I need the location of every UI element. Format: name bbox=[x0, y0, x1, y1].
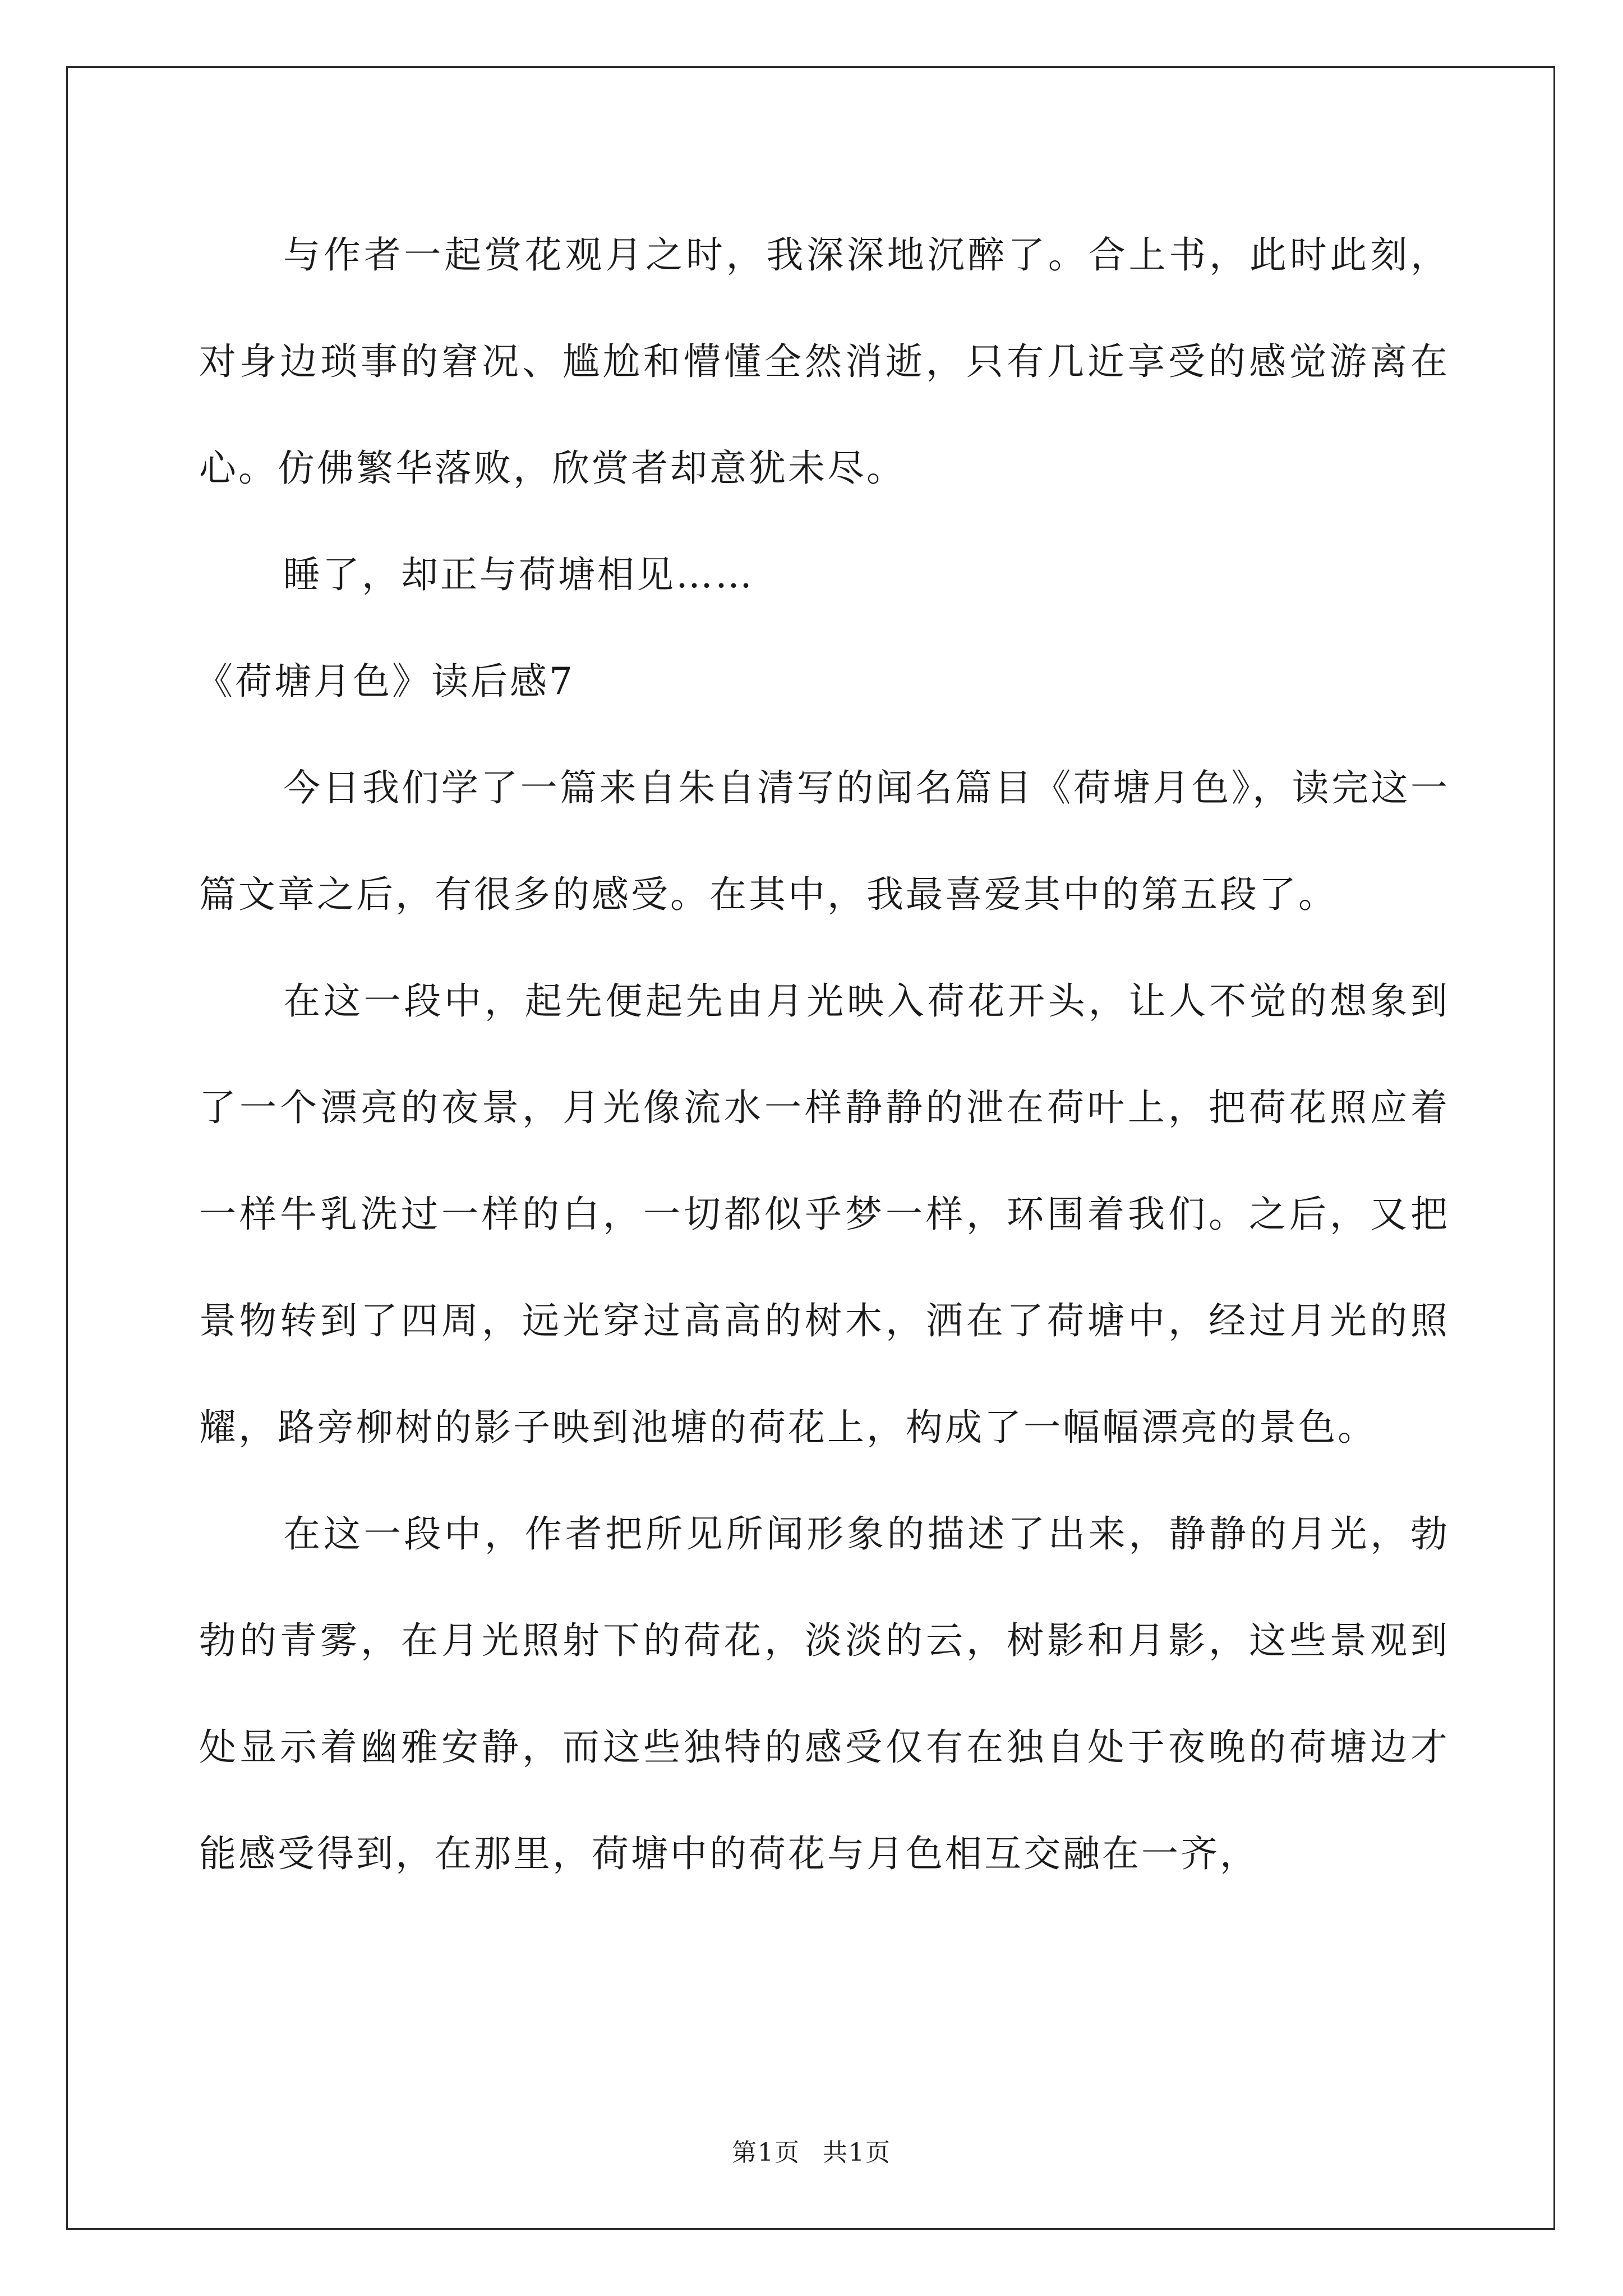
paragraph: 在这一段中，作者把所见所闻形象的描述了出来，静静的月光，勃勃的青雾，在月光照射下的荷花，淡淡的云，树影和月影，这些景观到处显示着幽雅安静，而这些独特的感受仅有在独自处于夜晚的荷塘边才能感受得到，在那里，荷塘中的荷花与月色相互交融在一齐， bbox=[199, 1512, 1450, 1875]
section-title: 《荷塘月色》读后感7 bbox=[196, 660, 575, 703]
paragraph: 今日我们学了一篇来自朱自清写的闻名篇目《荷塘月色》，读完这一篇文章之后，有很多的感受。在其中，我最喜爱其中的第五段了。 bbox=[199, 766, 1450, 916]
page-footer bbox=[0, 2136, 1623, 2170]
page-total: 共1页 bbox=[823, 2138, 891, 2167]
paragraph: 与作者一起赏花观月之时，我深深地沉醉了。合上书，此时此刻，对身边琐事的窘况、尴尬和懵懂全然消逝，只有几近享受的感觉游离在心。仿佛繁华落败，欣赏者却意犹未尽。 bbox=[199, 233, 1450, 490]
document-body bbox=[196, 202, 1450, 1907]
paragraph: 睡了，却正与荷塘相见…… bbox=[283, 553, 754, 596]
paragraph: 在这一段中，起先便起先由月光映入荷花开头，让人不觉的想象到了一个漂亮的夜景，月光像流水一样静静的泄在荷叶上，把荷花照应着一样牛乳洗过一样的白，一切都似乎梦一样，环围着我们。之后，又把景物转到了四周，远光穿过高高的树木，洒在了荷塘中，经过月光的照耀，路旁柳树的影子映到池塘的荷花上，构成了一幅幅漂亮的景色。 bbox=[199, 979, 1450, 1449]
page-number: 第1页 bbox=[732, 2138, 800, 2167]
